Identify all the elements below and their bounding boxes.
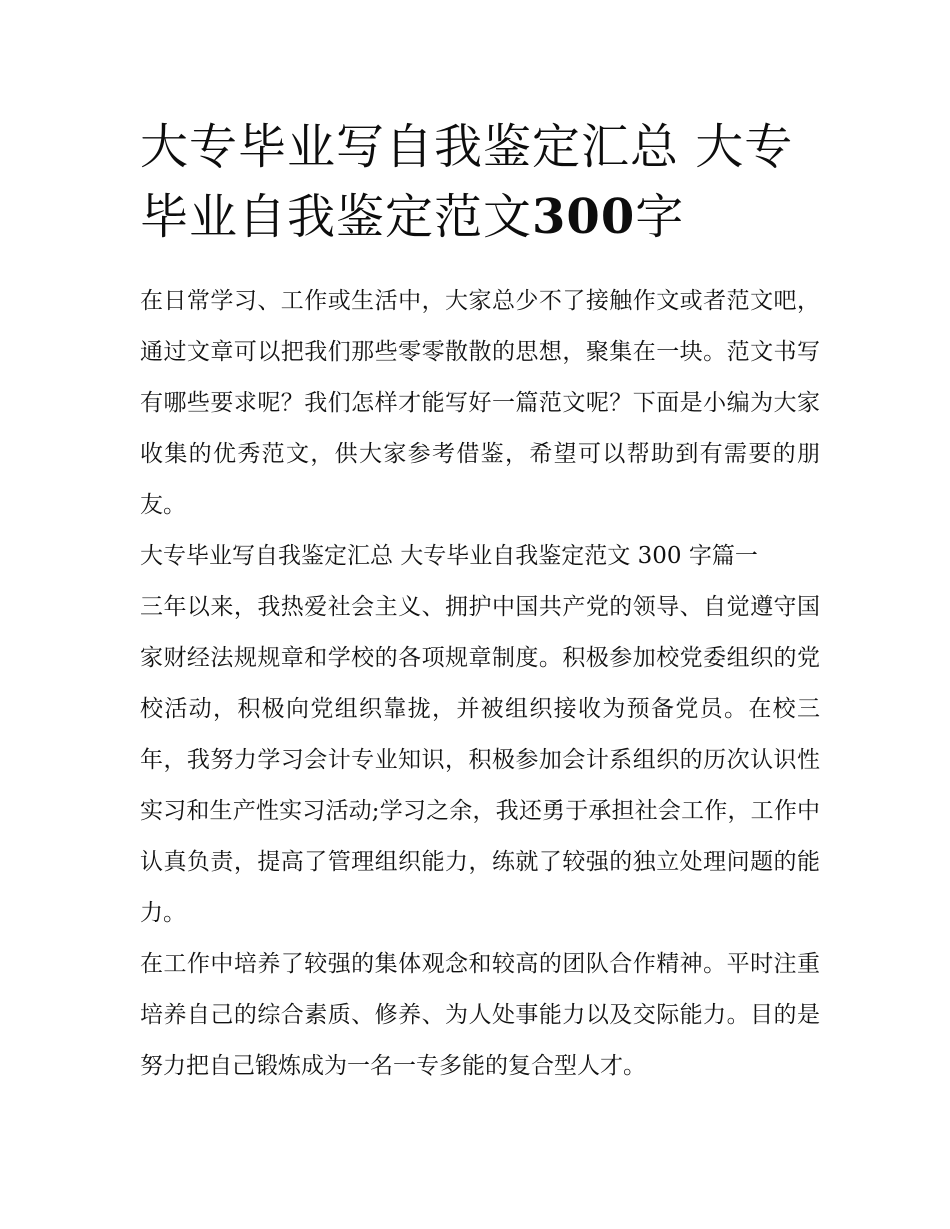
body-paragraph: 三年以来，我热爱社会主义、拥护中国共产党的领导、自觉遵守国家财经法规规章和学校的各项规章制度。积极参加校党委组织的党校活动，积极向党组织靠拢，并被组织接收为预备党员。在校三年，我努力学习会计专业知识，积极参加会计系组织的历次认识性实习和生产性实习活动;学习之余，我还勇于承担社会工作，工作中认真负责，提高了管理组织能力，练就了较强的独立处理问题的能力。 [140,594,820,926]
title-line-1: 大专毕业写自我鉴定汇总 大专 [140,119,794,175]
title-line-2-number: 300 [532,189,636,245]
title-line-2-text: 毕业自我鉴定范文 [140,189,533,245]
body-paragraph: 在工作中培养了较强的集体观念和较高的团队合作精神。平时注重培养自己的综合素质、修养、为人处事能力以及交际能力。目的是努力把自己锻炼成为一名一专多能的复合型人才。 [140,951,820,1079]
document-title [140,112,820,252]
section-heading: 大专毕业写自我鉴定汇总 大专毕业自我鉴定范文 300 字篇一 [140,543,758,569]
intro-paragraph: 在日常学习、工作或生活中，大家总少不了接触作文或者范文吧，通过文章可以把我们那些零零散散的思想，聚集在一块。范文书写有哪些要求呢？我们怎样才能写好一篇范文呢？下面是小编为大家收集的优秀范文，供大家参考借鉴，希望可以帮助到有需要的朋友。 [140,288,820,518]
title-line-2-suffix: 字 [635,189,685,245]
document-body [140,276,820,1092]
